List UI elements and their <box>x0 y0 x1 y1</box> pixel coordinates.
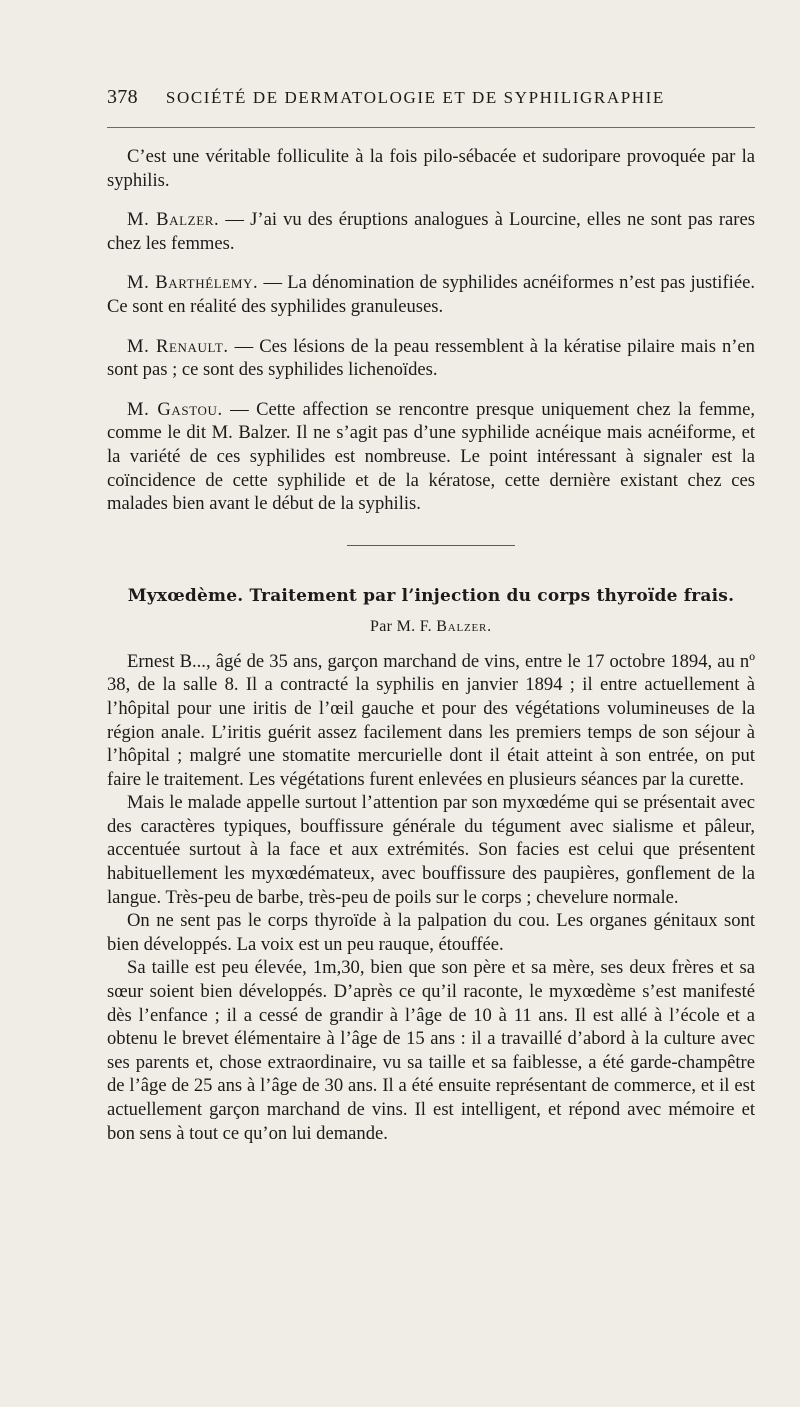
speech-balzer <box>107 208 755 255</box>
speech-text: — Ces lésions de la peau ressemblent à la kératise pilaire mais n’en sont pas ; ce sont des syphilides lichenoïdes. <box>107 335 755 381</box>
article-title: Myxœdème. Traitement par l’injection du corps thyroïde frais. <box>127 585 735 606</box>
article-paragraph: Mais le malade appelle surtout l’attention par son myxœdéme qui se présentait avec des caractères typiques, bouffissure générale du tégument avec sialisme et pâleur, accentuée surtout à la face et aux extrémités. Son facies est celui que présentent habituellement les myxœdémateux, avec bouffissure des paupières, gonflement de la langue. Très-peu de barbe, très-peu de poils sur le corps ; chevelure normale. <box>107 792 755 908</box>
running-title: SOCIÉTÉ DE DERMATOLOGIE ET DE SYPHILIGRAPHIE <box>165 88 665 107</box>
section-divider <box>347 545 515 546</box>
intro-paragraph: C’est une véritable folliculite à la fois pilo-sébacée et sudoripare provoquée par la syphilis. <box>107 146 755 191</box>
book-page <box>107 86 755 1145</box>
speaker-name: M. Barthélemy. <box>127 272 259 294</box>
speaker-name: M. Gastou. <box>127 398 223 420</box>
byline <box>107 618 755 636</box>
running-header <box>107 86 755 116</box>
speech-text: — J’ai vu des éruptions analogues à Lourcine, elles ne sont pas rares chez les femmes. <box>107 209 755 254</box>
header-rule <box>107 127 755 128</box>
speech-text: — La dénomination de syphilides acnéiformes n’est pas justifiée. Ce sont en réalité des syphilides granuleuses. <box>107 272 755 317</box>
article-paragraph: Ernest B..., âgé de 35 ans, garçon marchand de vins, entre le 17 octobre 1894, au nº 38, de la salle 8. Il a contracté la syphilis en janvier 1894 ; il entre actuellement à l’hôpital pour une iritis de l’œil gauche et pour des végétations volumineuses de la région anale. L’iritis guérit assez facilement dans les premiers temps de son séjour à l’hôpital ; malgré une stomatite mercurielle dont il était atteint à son entrée, on put faire le traitement. Les végétations furent enlevées en plusieurs séances par la curette. <box>107 650 755 790</box>
byline-author: Balzer. <box>436 617 492 635</box>
speech-barthelemy <box>107 271 755 318</box>
byline-prefix: Par M. F. <box>370 617 432 635</box>
page-number: 378 <box>107 86 138 108</box>
speaker-name: M. Renault. <box>127 335 229 357</box>
speech-renault <box>107 335 755 382</box>
article-paragraph: On ne sent pas le corps thyroïde à la palpation du cou. Les organes génitaux sont bien développés. La voix est un peu rauque, étouffée. <box>107 910 755 955</box>
article-paragraph: Sa taille est peu élevée, 1m,30, bien que son père et sa mère, ses deux frères et sa sœur soient bien développés. D’après ce qu’il raconte, le myxœdème s’est manifesté dès l’enfance ; il a cessé de grandir à l’âge de 10 à 11 ans. Il est allé à l’école et a obtenu le brevet élémentaire à l’âge de 15 ans : il a travaillé d’abord à la culture avec ses parents et, chose extraordinaire, vu sa taille et sa faiblesse, a été garde-champêtre de l’âge de 25 ans à l’âge de 30 ans. Il a été ensuite représentant de commerce, et il est actuellement garçon marchand de vins. Il est intelligent, et répond avec mémoire et bon sens à tout ce qu’on lui demande. <box>107 957 755 1144</box>
speaker-name: M. Balzer. <box>127 209 220 231</box>
speech-text: — Cette affection se rencontre presque uniquement chez la femme, comme le dit M. Balzer. Il ne s’agit pas d’une syphilide acnéique mais acnéiforme, et la variété de ces syphilides est nombreuse. Le point intéressant à signaler est la coïncidence de cette syphilide et de la kératose, cette dernière existant chez ces malades bien avant le début de la syphilis. <box>107 398 755 515</box>
speech-gastou <box>107 398 755 516</box>
